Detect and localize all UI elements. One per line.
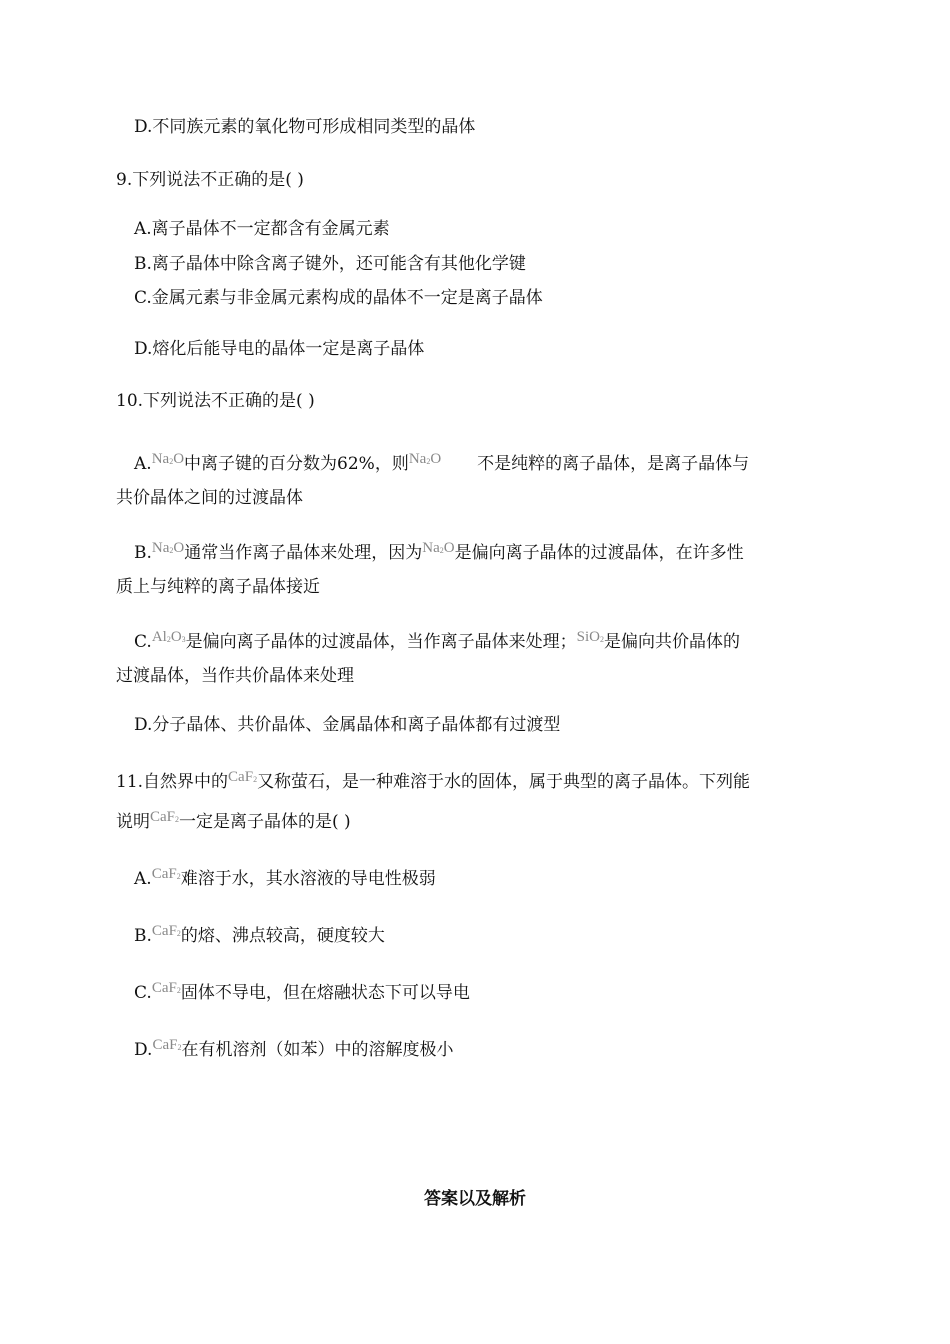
option-label: B. bbox=[134, 926, 152, 946]
option-text: 不是纯粹的离子晶体，是离子晶体与 bbox=[477, 454, 750, 474]
q10-option-a-line2: 共价晶体之间的过渡晶体 bbox=[116, 488, 303, 508]
q9-stem: 9.下列说法不正确的是( ) bbox=[116, 170, 304, 190]
q9-option-a: A.离子晶体不一定都含有金属元素 bbox=[134, 219, 390, 239]
q10-option-c bbox=[134, 630, 740, 658]
stem-text: 一定是离子晶体的是( ) bbox=[179, 812, 351, 832]
option-label: C. bbox=[134, 983, 152, 1003]
q11-option-a bbox=[134, 867, 436, 895]
q9-option-c: C.金属元素与非金属元素构成的晶体不一定是离子晶体 bbox=[134, 288, 543, 308]
q9-option-d: D.熔化后能导电的晶体一定是离子晶体 bbox=[134, 339, 425, 359]
formula-al2o3: $Al_2O_3$ bbox=[151, 629, 186, 645]
stem-text: 说明 bbox=[116, 812, 150, 832]
formula-caf2: CaF$_2$ bbox=[228, 769, 258, 785]
formula-caf2: CaF$_2$ bbox=[151, 923, 181, 939]
stem-text: 又称萤石，是一种难溶于水的固体，属于典型的离子晶体。下列能 bbox=[257, 772, 751, 792]
formula-na2o: $Na_2O$ bbox=[408, 451, 442, 467]
option-text: 难溶于水，其水溶液的导电性极弱 bbox=[180, 869, 436, 889]
q10-option-b-line2: 质上与纯粹的离子晶体接近 bbox=[116, 577, 320, 597]
q10-option-b bbox=[134, 541, 744, 569]
formula-caf2: CaF$_2$ bbox=[151, 866, 181, 882]
stem-text: 11.自然界中的 bbox=[116, 772, 229, 792]
option-label: A. bbox=[134, 454, 152, 474]
option-label: D. bbox=[134, 1040, 153, 1060]
option-text: 是偏向共价晶体的 bbox=[604, 632, 740, 652]
option-text: 固体不导电，但在熔融状态下可以导电 bbox=[180, 983, 470, 1003]
option-label: B. bbox=[134, 543, 152, 563]
q10-option-c-line2: 过渡晶体，当作共价晶体来处理 bbox=[116, 666, 354, 686]
option-label: A. bbox=[134, 869, 152, 889]
option-text: 是偏向离子晶体的过渡晶体，当作离子晶体来处理； bbox=[185, 632, 577, 652]
formula-na2o: $Na_2O$ bbox=[151, 451, 185, 467]
option-text: 在有机溶剂（如苯）中的溶解度极小 bbox=[181, 1040, 454, 1060]
option-text: 通常当作离子晶体来处理，因为 bbox=[184, 543, 423, 563]
q8-option-d: D.不同族元素的氧化物可形成相同类型的晶体 bbox=[134, 117, 476, 137]
q10-option-d: D.分子晶体、共价晶体、金属晶体和离子晶体都有过渡型 bbox=[134, 715, 561, 735]
q11-stem-line2 bbox=[116, 810, 351, 838]
formula-na2o: $Na_2O$ bbox=[151, 540, 185, 556]
option-text: 是偏向离子晶体的过渡晶体，在许多性 bbox=[454, 543, 744, 563]
q10-option-a bbox=[134, 452, 749, 480]
formula-sio2: SiO$_2$ bbox=[576, 629, 604, 645]
q11-stem bbox=[116, 770, 750, 798]
formula-caf2: CaF$_2$ bbox=[151, 980, 181, 996]
option-text: 中离子键的百分数为62%，则 bbox=[184, 454, 409, 474]
answer-section-title: 答案以及解析 bbox=[424, 1189, 526, 1209]
q11-option-c bbox=[134, 981, 470, 1009]
formula-na2o: $Na_2O$ bbox=[422, 540, 455, 556]
q11-option-d bbox=[134, 1038, 453, 1066]
option-label: C. bbox=[134, 632, 152, 652]
q11-option-b bbox=[134, 924, 385, 952]
q10-stem: 10.下列说法不正确的是( ) bbox=[116, 391, 315, 411]
q9-option-b: B.离子晶体中除含离子键外，还可能含有其他化学键 bbox=[134, 254, 526, 274]
option-text: 的熔、沸点较高，硬度较大 bbox=[180, 926, 385, 946]
formula-caf2: CaF$_2$ bbox=[152, 1037, 182, 1053]
formula-caf2: CaF$_2$ bbox=[150, 809, 180, 825]
